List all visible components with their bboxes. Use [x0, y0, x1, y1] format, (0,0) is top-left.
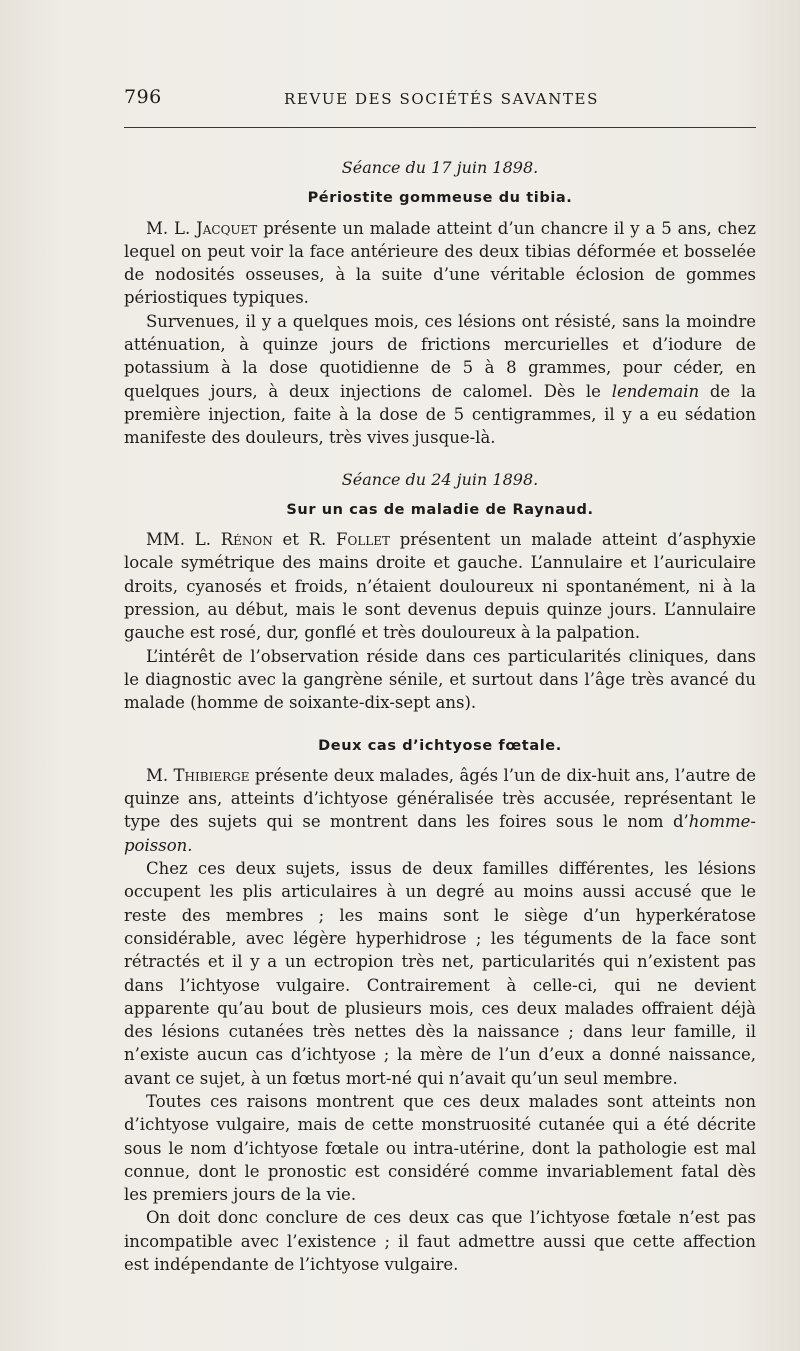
page-number: 796	[124, 86, 162, 108]
paragraph: M. Thibierge présente deux malades, âgés l’un de dix-huit ans, l’autre de quinze ans, atteints d’ichtyose généralisée très accusée, représentant le type des sujets qui se montrent dans les foires sous le nom d’homme-poisson.	[124, 765, 756, 855]
paragraph: MM. L. Rénon et R. Follet présentent un malade atteint d’asphyxie locale symétrique des mains droite et gauche. L’annulaire et l’auriculaire droits, cyanosés et froids, n’étaient douloureux ni spontanément, ni à la pression, au début, mais le sont devenus depuis quinze jours. L’annulaire gauche est rosé, dur, gonflé et très douloureux à la palpation.	[124, 530, 756, 643]
article-body	[124, 150, 756, 1276]
author-name: Thibierge	[173, 765, 250, 785]
section-title: Périostite gommeuse du tibia.	[307, 190, 573, 207]
author-name: Follet	[336, 530, 391, 550]
section-title: Deux cas d’ichtyose fœtale.	[318, 737, 562, 754]
running-title: REVUE DES SOCIÉTÉS SAVANTES	[284, 90, 599, 108]
paragraph: Survenues, il y a quelques mois, ces lésions ont résisté, sans la moindre atténuation, à quinze jours de frictions mercurielles et d’iodure de potassium à la dose quotidienne de 5 à 8 grammes, pour céder, en quelques jours, à deux injections de calomel. Dès le lendemain de la première injection, faite à la dose de 5 centigrammes, il y a eu sédation manifeste des douleurs, très vives jusque-là.	[124, 311, 756, 448]
author-name: Rénon	[220, 530, 273, 550]
session-date: Séance du 17 juin 1898.	[341, 158, 539, 177]
paragraph: Chez ces deux sujets, issus de deux familles différentes, les lésions occupent les plis articulaires à un degré au moins aussi accusé que le reste des membres ; les mains sont le siège d’un hyperkératose considérable, avec légère hyperhidrose ; les téguments de la face sont rétractés et il y a un ectropion très net, particularités qui n’existent pas dans l’ichtyose vulgaire. Contrairement à celle-ci, qui ne devient apparente qu’au bout de plusieurs mois, ces deux malades offraient déjà des lésions cutanées très nettes dès la naissance ; dans leur famille, il n’existe aucun cas d’ichtyose ; la mère de l’un d’eux a donné naissance, avant ce sujet, à un fœtus mort-né qui n’avait qu’un seul membre.	[124, 859, 756, 1088]
italic-term: lendemain	[611, 381, 700, 401]
paragraph: On doit donc conclure de ces deux cas que l’ichtyose fœtale n’est pas incompatible avec l’existence ; il faut admettre aussi que cette affection est indépendante de l’ichtyose vulgaire.	[124, 1208, 756, 1275]
session-date: Séance du 24 juin 1898.	[341, 469, 539, 489]
paragraph: L’intérêt de l’observation réside dans ces particularités cliniques, dans le diagnostic avec la gangrène sénile, et surtout dans l’âge très avancé du malade (homme de soixante-dix-sept ans).	[124, 646, 756, 713]
italic-term: homme-poisson.	[124, 812, 756, 855]
paragraph: Toutes ces raisons montrent que ces deux malades sont atteints non d’ichtyose vulgaire, mais de cette monstruosité cutanée qui a été décrite sous le nom d’ichtyose fœtale ou intra-utérine, dont la pathologie est mal connue, dont le pronostic est considéré comme invariablement fatal dès les premiers jours de la vie.	[124, 1091, 756, 1205]
author-name: Jacquet	[196, 218, 258, 238]
page-header	[124, 86, 756, 116]
paragraph: M. L. Jacquet présente un malade atteint d’un chancre il y a 5 ans, chez lequel on peut voir la face antérieure des deux tibias déformée et bosselée de nodosités osseuses, à la suite d’une véritable éclosion de gommes périostiques typiques.	[124, 218, 756, 308]
header-rule	[124, 127, 756, 128]
section-title: Sur un cas de maladie de Raynaud.	[286, 501, 594, 518]
